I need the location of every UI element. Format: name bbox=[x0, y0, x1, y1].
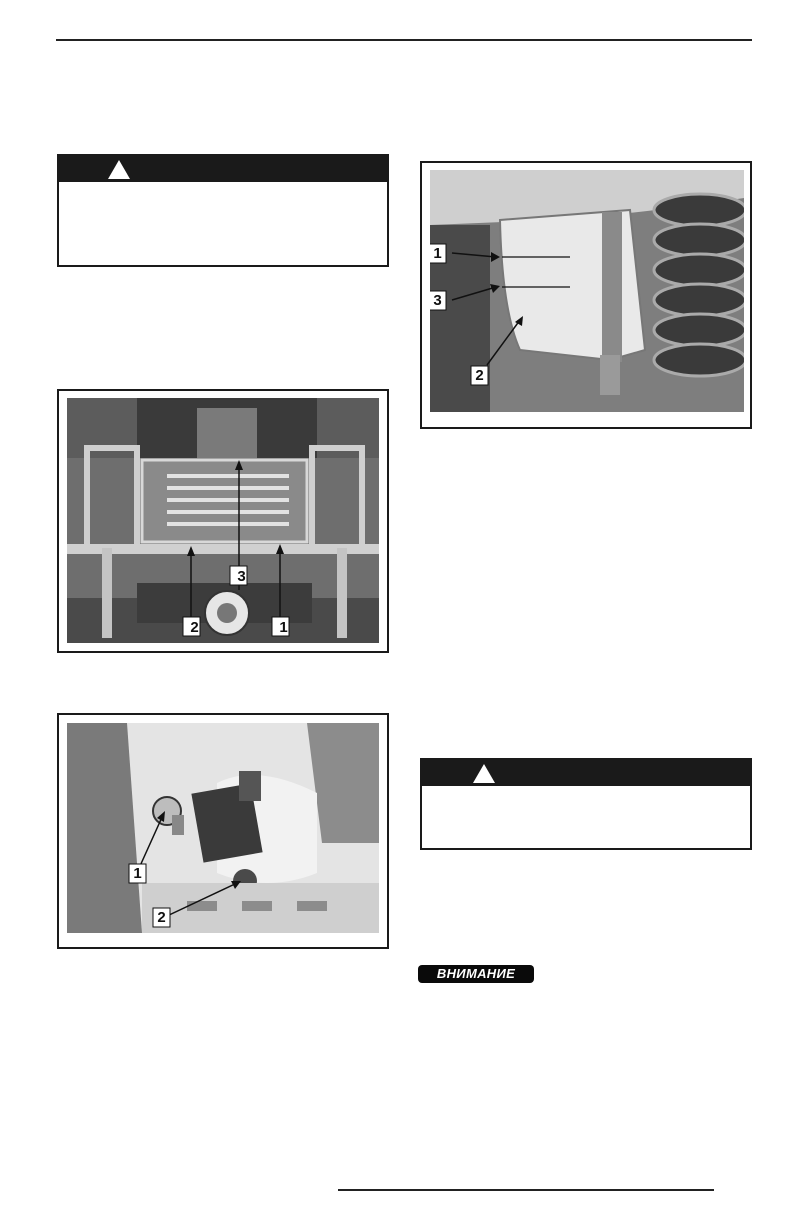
callout-1: 2 bbox=[475, 367, 484, 384]
footer-rule bbox=[338, 1189, 714, 1191]
callout-1: 1 bbox=[279, 619, 288, 636]
warning-header-1 bbox=[59, 156, 387, 182]
figure-front-rack bbox=[57, 389, 389, 653]
warning-box-1 bbox=[57, 154, 389, 267]
warning-header-2 bbox=[422, 760, 750, 786]
callout-1: 1 bbox=[133, 865, 142, 882]
callout-2: 1 bbox=[433, 245, 442, 262]
warning-triangle-icon bbox=[107, 159, 131, 180]
callout-2: 2 bbox=[157, 909, 166, 926]
warning-box-2 bbox=[420, 758, 752, 850]
header-rule bbox=[56, 39, 752, 41]
caution-label-text: ВНИМАНИЕ bbox=[436, 966, 516, 981]
underhood-photo bbox=[67, 723, 379, 933]
callout-3: 3 bbox=[237, 568, 246, 585]
callout-3: 3 bbox=[433, 292, 442, 309]
front-rack-photo bbox=[67, 398, 379, 643]
callout-2: 2 bbox=[190, 619, 199, 636]
figure-reservoir bbox=[420, 161, 752, 429]
warning-triangle-icon bbox=[472, 763, 496, 784]
figure-underhood bbox=[57, 713, 389, 949]
caution-label bbox=[418, 965, 534, 983]
